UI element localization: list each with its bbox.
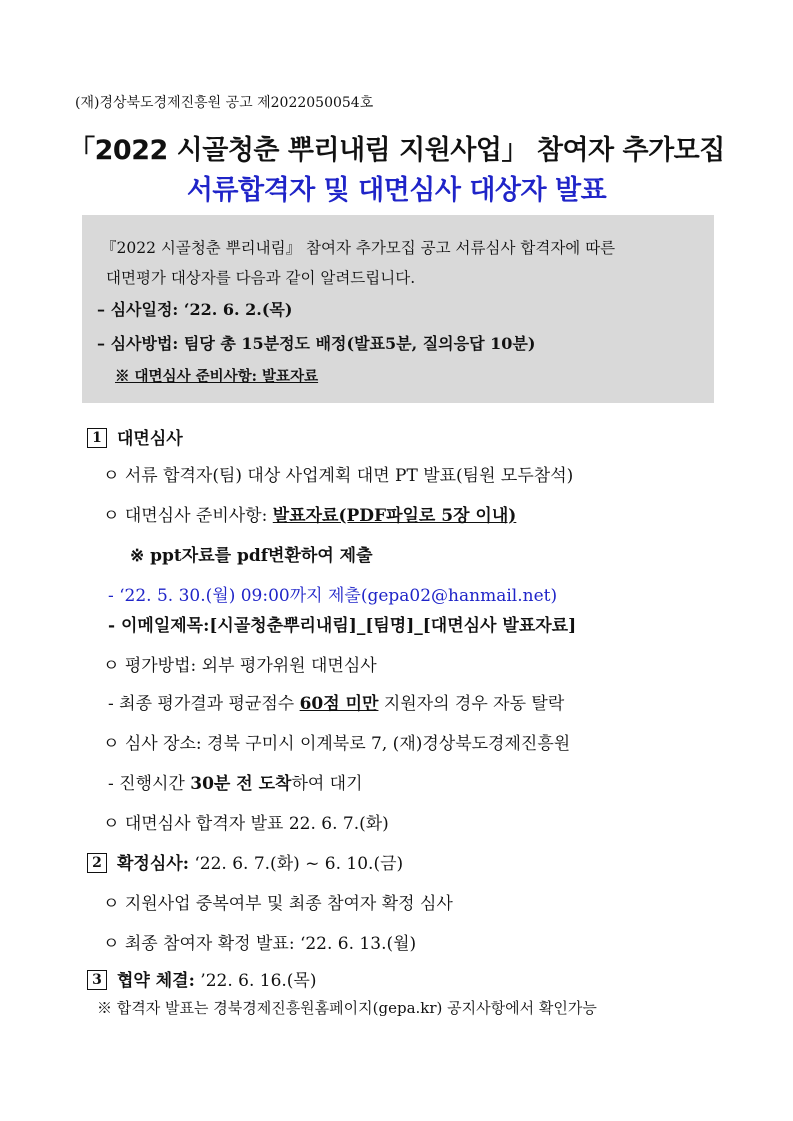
s1-item-pt: ㅇ 서류 합격자(팀) 대상 사업계획 대면 PT 발표(팀원 모두참석) (103, 466, 574, 486)
s1-prep-bold: 발표자료(PDF파일로 5장 이내) (272, 506, 517, 526)
s1-note: ※ ppt자료를 pdf변환하여 제출 (130, 546, 373, 566)
s1-deadline: - ‘22. 5. 30.(월) 09:00까지 제출(gepa02@hanmail.net) (108, 586, 558, 606)
s1-prep-prefix: ㅇ 대면심사 준비사항: (103, 506, 273, 526)
s1-drop-suffix: 지원자의 경우 자동 탈락 (378, 694, 565, 714)
notice-number: (재)경상북도경제진흥원 공고 제2022050054호 (75, 95, 374, 111)
section2-heading (87, 849, 403, 874)
s1-announce: ㅇ 대면심사 합격자 발표 22. 6. 7.(화) (103, 814, 389, 834)
s2-item-announce: ㅇ 최종 참여자 확정 발표: ‘22. 6. 13.(월) (103, 934, 417, 954)
s1-eval-method: ㅇ 평가방법: 외부 평가위원 대면심사 (103, 656, 377, 676)
s1-item-prep (103, 501, 516, 526)
intro-prep: ※ 대면심사 준비사항: 발표자료 (115, 368, 319, 385)
intro-schedule: – 심사일정: ‘22. 6. 2.(목) (97, 300, 293, 319)
s1-arrive (108, 769, 363, 794)
s1-location: ㅇ 심사 장소: 경북 구미시 이계북로 7, (재)경상북도경제진흥원 (103, 734, 571, 754)
section1-heading (87, 424, 183, 449)
s1-arrive-prefix: - 진행시간 (108, 774, 191, 794)
footer-note: ※ 합격자 발표는 경북경제진흥원홈페이지(gepa.kr) 공지사항에서 확인가능 (97, 999, 597, 1017)
section1-number: 1 (87, 428, 107, 448)
section1-title: 대면심사 (117, 429, 183, 449)
s1-email-subject: - 이메일제목:[시골청춘뿌리내림]_[팀명]_[대면심사 발표자료] (108, 616, 577, 636)
intro-line2: 대면평가 대상자를 다음과 같이 알려드립니다. (106, 269, 416, 287)
intro-method: – 심사방법: 팀당 총 15분정도 배정(발표5분, 질의응답 10분) (97, 334, 536, 353)
s1-drop-bold: 60점 미만 (299, 694, 379, 714)
page-subtitle: 서류합격자 및 대면심사 대상자 발표 (186, 175, 607, 206)
s1-arrive-bold: 30분 전 도착 (190, 774, 292, 794)
section3-date: ’22. 6. 16.(목) (194, 971, 317, 991)
s1-arrive-suffix: 하여 대기 (291, 774, 363, 794)
s1-drop-prefix: - 최종 평가결과 평균점수 (108, 694, 300, 714)
page-title: 「2022 시골청춘 뿌리내림 지원사업」 참여자 추가모집 (68, 135, 725, 166)
section2-number: 2 (87, 853, 107, 873)
section3-title: 협약 체결: (117, 971, 195, 991)
s2-item-review: ㅇ 지원사업 중복여부 및 최종 참여자 확정 심사 (103, 894, 453, 914)
section3-heading (87, 966, 316, 991)
section2-title: 확정심사: (117, 854, 189, 874)
s1-drop-rule (108, 689, 564, 714)
intro-line1: 『2022 시골청춘 뿌리내림』 참여자 추가모집 공고 서류심사 합격자에 따른 (101, 239, 616, 257)
section2-date: ‘22. 6. 7.(화) ~ 6. 10.(금) (188, 854, 404, 874)
section3-number: 3 (87, 970, 107, 990)
